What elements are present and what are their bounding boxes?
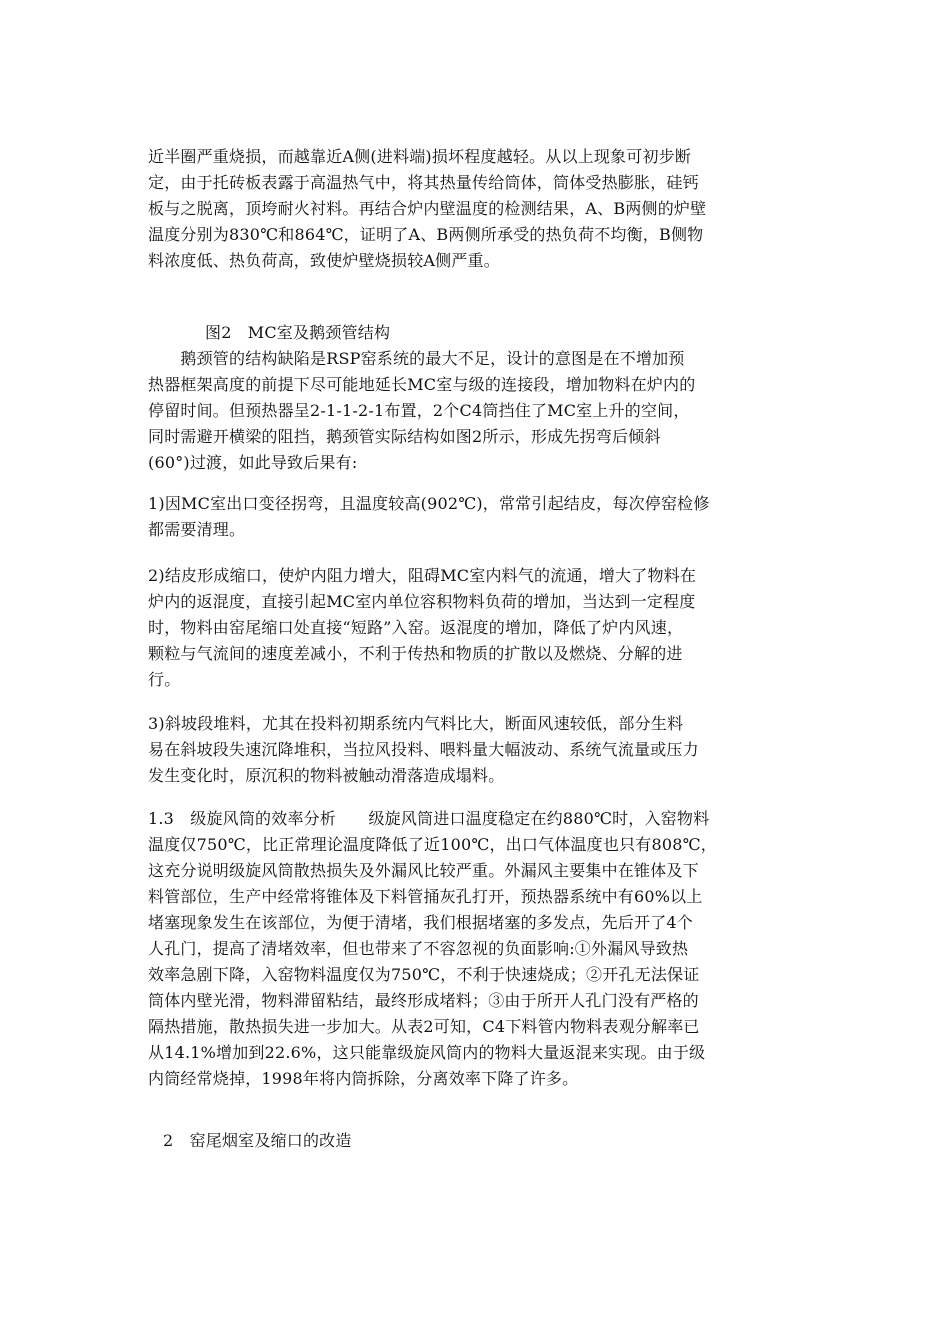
text-line: 停留时间。但预热器呈2-1-1-2-1布置，2个C4筒挡住了MC室上升的空间，	[148, 401, 690, 420]
text-line: 板与之脱离，顶垮耐火衬料。再结合炉内壁温度的检测结果，A、B两侧的炉壁	[148, 199, 707, 218]
text-line: 易在斜坡段失速沉降堆积，当拉风投料、喂料量大幅波动、系统气流量或压力	[148, 740, 699, 759]
text-line: 定，由于托砖板表露于高温热气中，将其热量传给筒体，筒体受热膨胀，硅钙	[148, 173, 699, 192]
text-line: 炉内的返混度，直接引起MC室内单位容积物料负荷的增加，当达到一定程度	[148, 592, 696, 611]
text-line: 温度分别为830℃和864℃，证明了A、B两侧所承受的热负荷不均衡，B侧物	[148, 225, 704, 244]
figure-caption	[205, 320, 865, 346]
text-line: 料浓度低、热负荷高，致使炉壁烧损较A侧严重。	[148, 251, 500, 270]
paragraph-consequence-3	[148, 711, 808, 789]
text-line: 近半圈严重烧损，而越靠近A侧(进料端)损坏程度越轻。从以上现象可初步断	[148, 147, 692, 166]
text-line: 内筒经常烧掉，1998年将内筒拆除，分离效率下降了许多。	[148, 1069, 579, 1088]
text-line: 人孔门，提高了清堵效率，但也带来了不容忽视的负面影响:①外漏风导致热	[148, 939, 689, 958]
text-line: 从14.1%增加到22.6%，这只能靠级旋风筒内的物料大量返混来实现。由于级	[148, 1043, 706, 1062]
text-line: 这充分说明级旋风筒散热损失及外漏风比较严重。外漏风主要集中在锥体及下	[148, 861, 699, 880]
text-line: 1.3 级旋风筒的效率分析 级旋风筒进口温度稳定在约880℃时，入窑物料	[148, 809, 710, 828]
text-line: (60°)过渡，如此导致后果有:	[148, 453, 358, 472]
text-line: 同时需避开横梁的阻挡，鹅颈管实际结构如图2所示，形成先拐弯后倾斜	[148, 427, 661, 446]
figure-caption-text: 图2 MC室及鹅颈管结构	[205, 323, 391, 342]
paragraph-consequence-1	[148, 491, 808, 543]
text-line: 颗粒与气流间的速度差减小，不利于传热和物质的扩散以及燃烧、分解的进	[148, 644, 683, 663]
section-heading	[163, 1128, 823, 1154]
text-line: 都需要清理。	[148, 520, 246, 539]
paragraph-consequence-2	[148, 563, 808, 693]
text-line: 2)结皮形成缩口，使炉内阻力增大，阻碍MC室内料气的流通，增大了物料在	[148, 566, 697, 585]
text-line: 时，物料由窑尾缩口处直接“短路”入窑。返混度的增加，降低了炉内风速，	[148, 618, 684, 637]
text-line: 堵塞现象发生在该部位，为便于清堵，我们根据堵塞的多发点，先后开了4个	[148, 913, 693, 932]
text-line: 鹅颈管的结构缺陷是RSP窑系统的最大不足，设计的意图是在不增加预	[148, 349, 685, 368]
text-line: 行。	[148, 670, 181, 689]
paragraph-kiln-wall-damage	[148, 144, 808, 274]
text-line: 效率急剧下降，入窑物料温度仅为750℃，不利于快速烧成；②开孔无法保证	[148, 965, 700, 984]
text-line: 筒体内壁光滑，物料滞留粘结，最终形成堵料；③由于所开人孔门没有严格的	[148, 991, 699, 1010]
text-line: 1)因MC室出口变径拐弯，且温度较高(902℃)，常常引起结皮，每次停窑检修	[148, 494, 710, 513]
text-line: 热器框架高度的前提下尽可能地延长MC室与级的连接段，增加物料在炉内的	[148, 375, 696, 394]
section-heading-text: 2 窑尾烟室及缩口的改造	[163, 1131, 352, 1150]
text-line: 料管部位，生产中经常将锥体及下料管捅灰孔打开，预热器系统中有60%以上	[148, 887, 703, 906]
text-line: 发生变化时，原沉积的物料被触动滑落造成塌料。	[148, 766, 505, 785]
text-line: 温度仅750℃，比正常理论温度降低了近100℃，出口气体温度也只有808℃，	[148, 835, 717, 854]
paragraph-cyclone-efficiency	[148, 806, 808, 1092]
text-line: 隔热措施，散热损失进一步加大。从表2可知，C4下料管内物料表观分解率已	[148, 1017, 700, 1036]
paragraph-gooseneck-defect	[148, 346, 808, 476]
text-line: 3)斜坡段堆料，尤其在投料初期系统内气料比大，断面风速较低，部分生料	[148, 714, 684, 733]
